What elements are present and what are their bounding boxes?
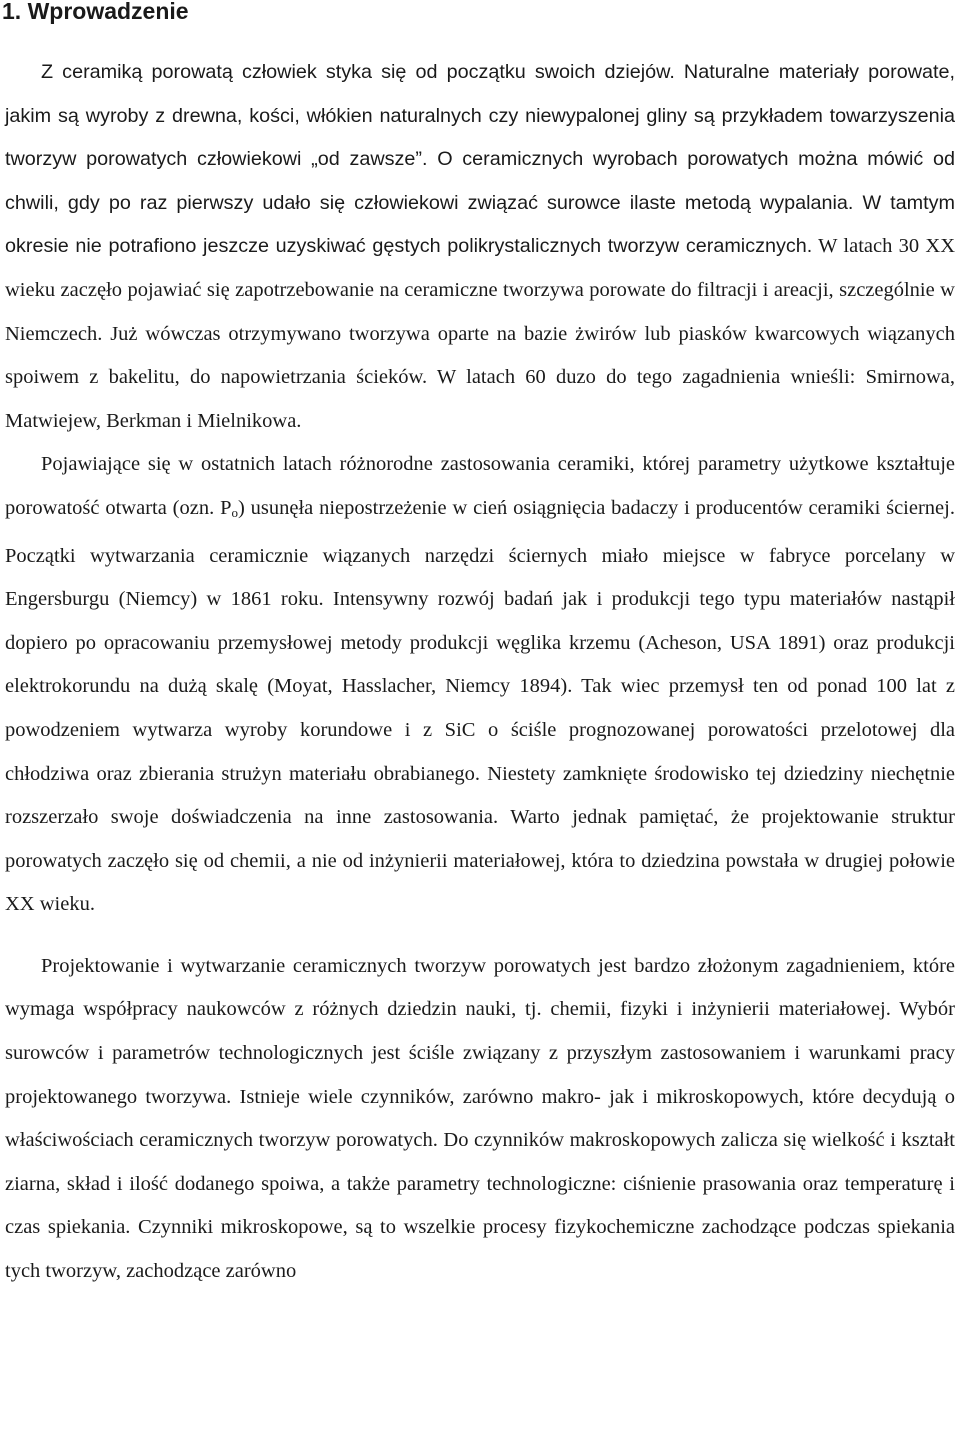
document-body: [5, 51, 955, 1294]
paragraph-1: [5, 51, 955, 443]
paragraph-2-text-start: Pojawiające się w ostatnich latach różnorodne zastosowania ceramiki, której parametry użytkowe kształtuje porowatość otwarta (ozn. P: [5, 453, 955, 519]
paragraph-1-sans-text: Z ceramiką porowatą człowiek styka się od początku swoich dziejów. Naturalne materiały porowate, jakim są wyroby z drewna, kości, włókien naturalnych czy niewypalonej gliny są przykładem towarzyszenia tworzyw porowatych człowiekowi „od zawsze”. O ceramicznych wyrobach porowatych można mówić od chwili, gdy po raz pierwszy udało się człowiekowi związać surowce ilaste metodą wypalania. W tamtym okresie nie potrafiono jeszcze uzyskiwać gęstych polikrystalicznych tworzyw ceramicznych.: [5, 61, 955, 258]
paragraph-2-text-end: ) usunęła niepostrzeżenie w cień osiągnięcia badaczy i producentów ceramiki ściernej. Początki wytwarzania ceramicznie wiązanych narzędzi ściernych miało miejsce w fabryce porcelany w Engersburgu (Niemcy) w 1861 roku. Intensywny rozwój badań jak i produkcji tego typu materiałów nastąpił dopiero po opracowaniu przemysłowej metody produkcji węglika krzemu (Acheson, USA 1891) oraz produkcji elektrokorundu na dużą skalę (Moyat, Hasslacher, Niemcy 1894). Tak wiec przemysł ten od ponad 100 lat z powodzeniem wytwarza wyroby korundowe i z SiC o ściśle prognozowanej porowatości przelotowej dla chłodziwa oraz zbierania strużyn materiału obrabianego. Niestety zamknięte środowisko tej dziedziny niechętnie rozszerzało swoje doświadczenia na inne zastosowania. Warto jednak pamiętać, że projektowanie struktur porowatych zaczęło się od chemii, a nie od inżynierii materiałowej, która to dziedzina powstała w drugiej połowie XX wieku.: [5, 496, 955, 916]
paragraph-2: [5, 443, 955, 927]
paragraph-1-serif-text: W latach 30 XX wieku zaczęło pojawiać się zapotrzebowanie na ceramiczne tworzywa porowate do filtracji i areacji, szczególnie w Niemczech. Już wówczas otrzymywano tworzywa oparte na bazie żwirów lub piasków kwarcowych wiązanych spoiwem z bakelitu, do napowietrzania ścieków. W latach 60 duzo do tego zagadnienia wnieśli: Smirnowa, Matwiejew, Berkman i Mielnikowa.: [5, 235, 955, 432]
porosity-subscript: o: [231, 504, 238, 520]
paragraph-3: Projektowanie i wytwarzanie ceramicznych tworzyw porowatych jest bardzo złożonym zagadnieniem, które wymaga współpracy naukowców z różnych dziedzin nauki, tj. chemii, fizyki i inżynierii materiałowej. Wybór surowców i parametrów technologicznych jest ściśle związany z przyszłym zastosowaniem i warunkami pracy projektowanego tworzywa. Istnieje wiele czynników, zarówno makro- jak i mikroskopowych, które decydują o właściwościach ceramicznych tworzyw porowatych. Do czynników makroskopowych zalicza się wielkość i kształt ziarna, skład i ilość dodanego spoiwa, a także parametry technologiczne: ciśnienie prasowania oraz temperaturę i czas spiekania. Czynniki mikroskopowe, są to wszelkie procesy fizykochemiczne zachodzące podczas spiekania tych tworzyw, zachodzące zarówno: [5, 954, 955, 1283]
section-heading: 1. Wprowadzenie: [2, 0, 189, 24]
